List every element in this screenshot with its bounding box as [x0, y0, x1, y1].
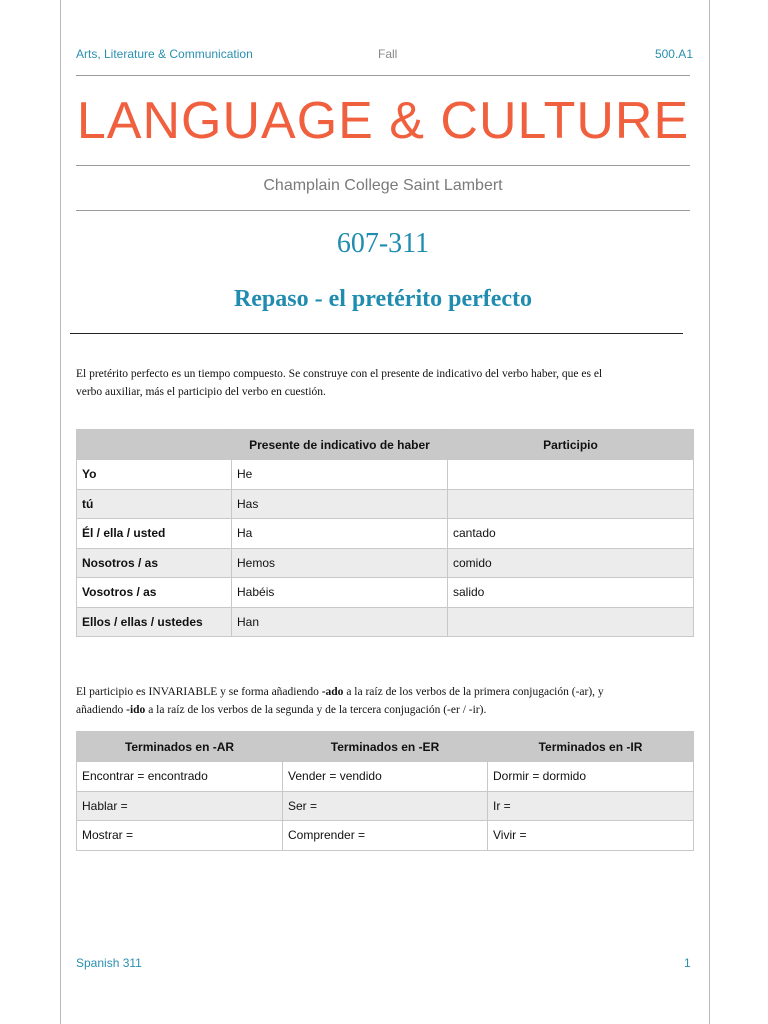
ar-verb-cell: Mostrar =: [77, 821, 283, 851]
title-underline: [70, 333, 683, 334]
table-header-cell: [77, 430, 232, 460]
pronoun-cell: Ellos / ellas / ustedes: [77, 607, 232, 637]
table-header-cell: Terminados en -IR: [488, 732, 694, 762]
table-header-row: [77, 430, 694, 460]
haber-form-cell: Han: [232, 607, 448, 637]
table-row: [77, 762, 694, 792]
haber-form-cell: Hemos: [232, 548, 448, 578]
table-row: [77, 578, 694, 608]
header-divider: [76, 75, 690, 76]
banner-divider-bottom: [76, 165, 690, 166]
participle-cell: salido: [448, 578, 694, 608]
er-verb-cell: Vender = vendido: [283, 762, 488, 792]
haber-form-cell: Habéis: [232, 578, 448, 608]
footer-course: Spanish 311: [76, 956, 142, 970]
haber-form-cell: Has: [232, 489, 448, 519]
page-header: [76, 47, 693, 65]
participle-cell: [448, 460, 694, 490]
department-label: Arts, Literature & Communication: [76, 47, 253, 61]
table-row: [77, 548, 694, 578]
pronoun-cell: tú: [77, 489, 232, 519]
participle-cell: cantado: [448, 519, 694, 549]
table-header-cell: Terminados en -ER: [283, 732, 488, 762]
participle-cell: [448, 489, 694, 519]
left-margin-line: [60, 0, 61, 1024]
page-number: 1: [684, 956, 691, 970]
ar-verb-cell: Hablar =: [77, 791, 283, 821]
banner-title: LANGUAGE & CULTURE: [76, 92, 690, 150]
intro-line-2: verbo auxiliar, más el participio del verbo en cuestión.: [76, 386, 326, 398]
page-title: Repaso - el pretérito perfecto: [233, 286, 533, 312]
participle-cell: comido: [448, 548, 694, 578]
term-label: Fall: [378, 47, 398, 61]
haber-form-cell: Ha: [232, 519, 448, 549]
ar-verb-cell: Encontrar = encontrado: [77, 762, 283, 792]
ending-ido: -ido: [126, 704, 146, 716]
er-verb-cell: Comprender =: [283, 821, 488, 851]
haber-form-cell: He: [232, 460, 448, 490]
table-header-row: [77, 732, 694, 762]
table-row: [77, 460, 694, 490]
table-row: [77, 607, 694, 637]
text-run: a la raíz de los verbos de la segunda y de la tercera conjugación (-er / -ir).: [145, 704, 487, 716]
ir-verb-cell: Dormir = dormido: [488, 762, 694, 792]
college-divider: [76, 210, 690, 211]
course-code: 607-311: [336, 228, 430, 259]
intro-paragraph: [76, 365, 694, 401]
pronoun-cell: Nosotros / as: [77, 548, 232, 578]
table-header-cell: Participio: [448, 430, 694, 460]
right-margin-line: [709, 0, 710, 1024]
participle-endings-table: [76, 731, 694, 851]
table-row: [77, 519, 694, 549]
table-row: [77, 791, 694, 821]
ending-ado: -ado: [321, 686, 344, 698]
table-header-cell: Presente de indicativo de haber: [232, 430, 448, 460]
table-row: [77, 821, 694, 851]
table-header-cell: Terminados en -AR: [77, 732, 283, 762]
text-run: El participio es INVARIABLE y se forma añadiendo: [76, 686, 322, 698]
ir-verb-cell: Vivir =: [488, 821, 694, 851]
college-name: Champlain College Saint Lambert: [263, 177, 503, 194]
pronoun-cell: Vosotros / as: [77, 578, 232, 608]
table-row: [77, 489, 694, 519]
participle-paragraph: [76, 683, 694, 719]
course-number-label: 500.A1: [654, 47, 693, 61]
intro-line-1: El pretérito perfecto es un tiempo compuesto. Se construye con el presente de indicativo del verbo haber, que es el: [76, 368, 603, 380]
pronoun-cell: Él / ella / usted: [77, 519, 232, 549]
pronoun-cell: Yo: [77, 460, 232, 490]
participle-cell: [448, 607, 694, 637]
text-run: a la raíz de los verbos de la primera conjugación (-ar), y: [343, 686, 604, 698]
participle-line-1: [76, 683, 694, 701]
ir-verb-cell: Ir =: [488, 791, 694, 821]
er-verb-cell: Ser =: [283, 791, 488, 821]
text-run: añadiendo: [76, 704, 127, 716]
participle-line-2: [76, 701, 694, 719]
haber-conjugation-table: [76, 429, 694, 637]
